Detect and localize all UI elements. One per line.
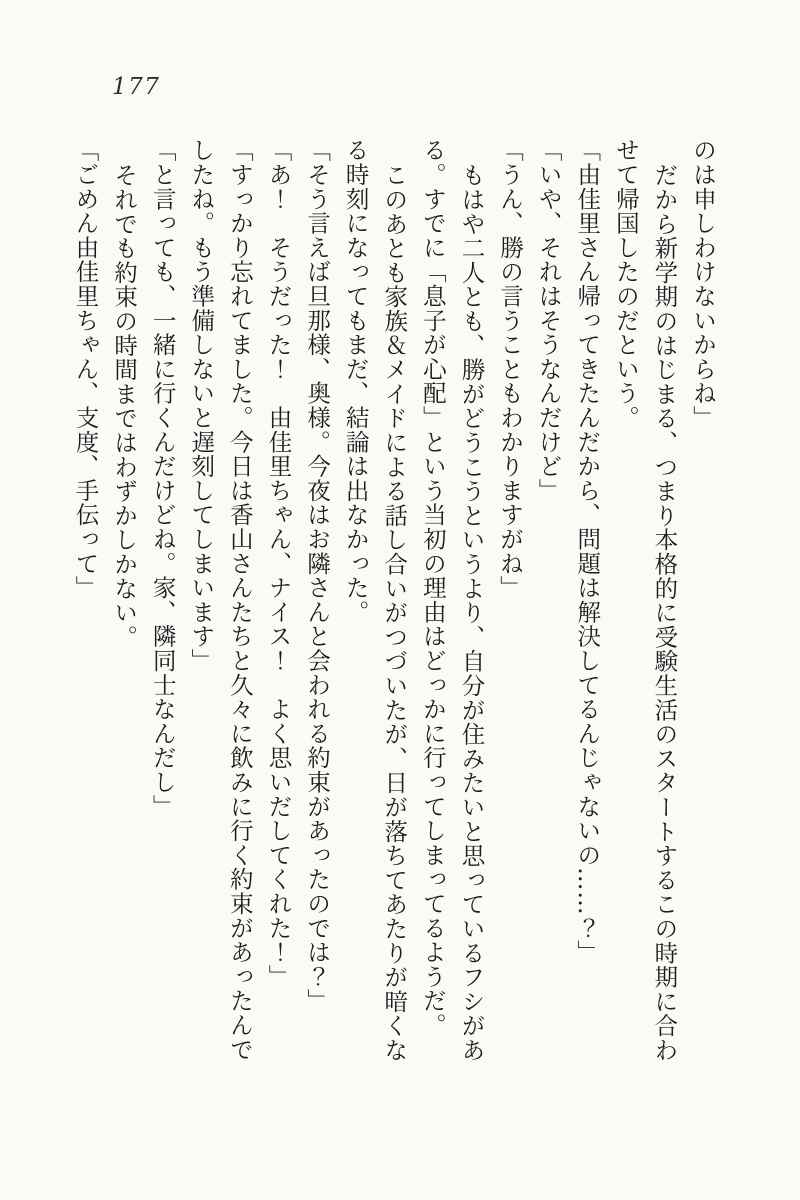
text-column: 「ごめん由佳里ちゃん、支度、手伝って」 [71, 138, 100, 600]
text-column: 「そう言えば旦那様、奥様。今夜はお隣さんと会われる約束があったのでは？」 [303, 138, 332, 1013]
page-number: 177 [112, 74, 161, 100]
text-column: だから新学期のはじまる、つまり本格的に受験生活のスタートするこの時期に合わ [650, 162, 679, 1062]
text-column: 「と言っても、一緒に行くんだけどね。家、隣同士なんだし」 [148, 138, 177, 819]
text-column: 「あ！ そうだった！ 由佳里ちゃん、ナイス！ よく思いだしてくれた！」 [264, 138, 293, 989]
text-column: それでも約束の時間まではわずかしかない。 [110, 162, 139, 649]
text-column: せて帰国したのだという。 [611, 138, 640, 430]
text-column: もはや二人とも、勝がどうこうというより、自分が住みたいと思っているフシがあ [457, 162, 486, 1062]
text-column: る。すでに「息子が心配」という当初の理由はどっかに行ってしまってるようだ。 [418, 138, 447, 1038]
text-column: このあとも家族＆メイドによる話し合いがつづいたが、日が落ちてあたりが暗くな [380, 162, 409, 1062]
text-column: のは申しわけないからね」 [689, 138, 717, 430]
text-column: 「いや、それはそうなんだけど」 [534, 138, 563, 503]
text-column: 「すっかり忘れてました。今日は香山さんたちと久々に飲みに行く約束があったんで [225, 138, 254, 1062]
text-column: 「由佳里さん帰ってきたんだから、問題は解決してるんじゃないの……？」 [573, 138, 602, 965]
text-columns [66, 138, 722, 1068]
text-column: る時刻になってもまだ、結論は出なかった。 [341, 138, 370, 624]
text-column: したね。もう準備しないと遅刻してしまいます」 [187, 138, 216, 673]
text-column: 「うん、勝の言うこともわかりますがね」 [496, 138, 525, 600]
